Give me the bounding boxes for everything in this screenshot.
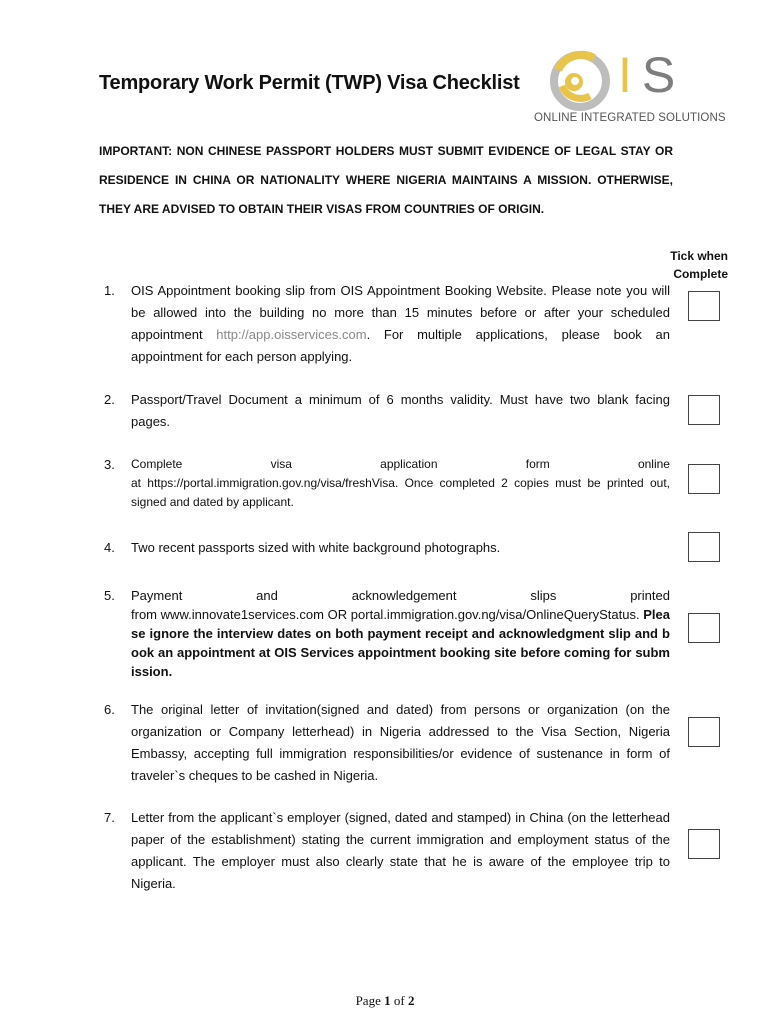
page-title: Temporary Work Permit (TWP) Visa Checklist xyxy=(99,72,520,94)
ois-logo xyxy=(534,46,740,130)
checkbox-item-6[interactable] xyxy=(688,717,720,747)
checklist-item-6: 6. The original letter of invitation(signed and dated) from persons or organization (on the organization or Company letterhead) in Nigeria addressed to the Visa Section, Nigeria Embassy, accepting full immigration responsibilities/or evidence of sustenance in form of traveler`s cheques to be cashed in Nigeria. xyxy=(104,702,670,783)
important-notice: IMPORTANT: NON CHINESE PASSPORT HOLDERS MUST SUBMIT EVIDENCE OF LEGAL STAY OR RESIDENCE IN CHINA OR NATIONALITY WHERE NIGERIA MAINTAINS A MISSION. OTHERWISE, THEY ARE ADVISED TO OBTAIN THEIR VISAS FROM COUNTRIES OF ORIGIN. xyxy=(99,144,673,216)
checkbox-item-7[interactable] xyxy=(688,829,720,859)
checklist-item-7: 7. Letter from the applicant`s employer (signed, dated and stamped) in China (on the letterhead paper of the establishment) stating the current immigration and employment status of the applicant. The employer must also clearly state that he is aware of the employee trip to Nigeria. xyxy=(104,810,670,891)
ois-logo-mark-icon xyxy=(544,48,618,114)
checkbox-item-1[interactable] xyxy=(688,291,720,321)
checkbox-item-4[interactable] xyxy=(688,532,720,562)
checklist-item-5: 5. Payment and acknowledgement slips printed from www.innovate1services.com OR portal.immigration.gov.ng/visa/OnlineQueryStatus. Please ignore the interview dates on both payment receipt and acknowledgment slip and book an appointment at OIS Services appointment booking site before coming for submission. xyxy=(104,588,670,679)
checklist-item-3: 3. Complete visa application form online at https://portal.immigration.gov.ng/visa/freshVisa. Once completed 2 copies must be printed out, signed and dated by applicant. xyxy=(104,457,670,509)
checklist-item-2: 2. Passport/Travel Document a minimum of 6 months validity. Must have two blank facing pages. xyxy=(104,392,670,429)
tick-header: Tick when Complete xyxy=(670,249,728,281)
checklist-item-4: 4. Two recent passports sized with white background photographs. xyxy=(104,540,501,555)
checklist-item-1: 1. OIS Appointment booking slip from OIS Appointment Booking Website. Please note you will be allowed into the building no more than 15 minutes before or after your scheduled appointment http://app.oisservices.com. For multiple applications, please book an appointment for each person applying. xyxy=(104,283,670,364)
ois-logo-letters: IS xyxy=(618,47,686,103)
appointment-link[interactable]: http://app.oisservices.com xyxy=(216,327,367,342)
ois-logo-subtitle: ONLINE INTEGRATED SOLUTIONS xyxy=(534,112,726,124)
checkbox-item-2[interactable] xyxy=(688,395,720,425)
checkbox-item-5[interactable] xyxy=(688,613,720,643)
page-footer: Page 1 of 2 xyxy=(355,993,415,1008)
checkbox-item-3[interactable] xyxy=(688,464,720,494)
